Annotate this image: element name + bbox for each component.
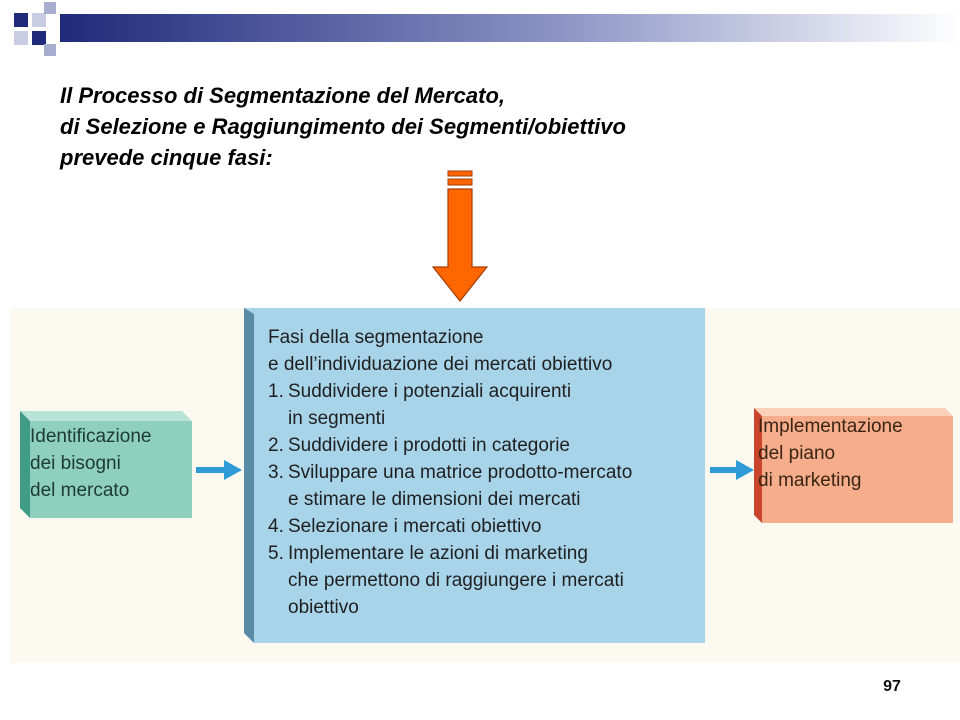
step-number: 3. [268,462,284,483]
deco-square [14,31,28,45]
title-line-1: Il Processo di Segmentazione del Mercato, [60,83,506,108]
step-5 [268,540,708,567]
page-number: 97 [883,678,901,695]
title-line-2: di Selezione e Raggiungimento dei Segmenti/obiettivo [60,114,626,139]
right-box-line: del piano [758,443,836,464]
header-gradient-bar [60,14,960,42]
step-line: Implementare le azioni di marketing [288,543,588,564]
step-line: e stimare le dimensioni dei mercati [288,489,581,510]
step-number: 4. [268,516,284,537]
deco-square [44,44,56,56]
step-number: 5. [268,543,284,564]
right-box-line: di marketing [758,470,862,491]
step-1 [268,378,708,405]
step-2 [268,432,708,459]
arrow-left-to-center [196,460,242,480]
step-number: 2. [268,435,284,456]
left-box-text [30,423,190,504]
step-number: 1. [268,381,284,402]
right-box-text [758,413,948,494]
title-line-3: prevede cinque fasi: [60,145,273,170]
left-box [30,423,190,518]
step-line: Selezionare i mercati obiettivo [288,516,542,537]
arrow-center-to-right [710,460,754,480]
decorative-header-bar [0,0,960,60]
down-arrow-icon [430,170,490,304]
step-3 [268,459,708,486]
deco-square [32,31,46,45]
step-line: obiettivo [288,597,359,618]
left-box-line: del mercato [30,480,130,501]
step-line: Sviluppare una matrice prodotto-mercato [288,462,633,483]
deco-square [14,13,28,27]
segmentation-diagram [10,308,960,663]
step-line: che permettono di raggiungere i mercati [288,570,624,591]
right-box-line: Implementazione [758,416,903,437]
step-4 [268,513,708,540]
left-box-line: dei bisogni [30,453,121,474]
center-box [268,324,708,621]
deco-square [44,2,56,14]
center-heading-line: e dell’individuazione dei mercati obiettivo [268,354,613,375]
step-line: Suddividere i potenziali acquirenti [288,381,572,402]
left-box-line: Identificazione [30,426,152,447]
deco-square [32,13,46,27]
slide-title [60,80,880,173]
step-line: in segmenti [288,408,386,429]
center-heading-line: Fasi della segmentazione [268,327,484,348]
right-box [758,413,948,518]
step-line: Suddividere i prodotti in categorie [288,435,571,456]
